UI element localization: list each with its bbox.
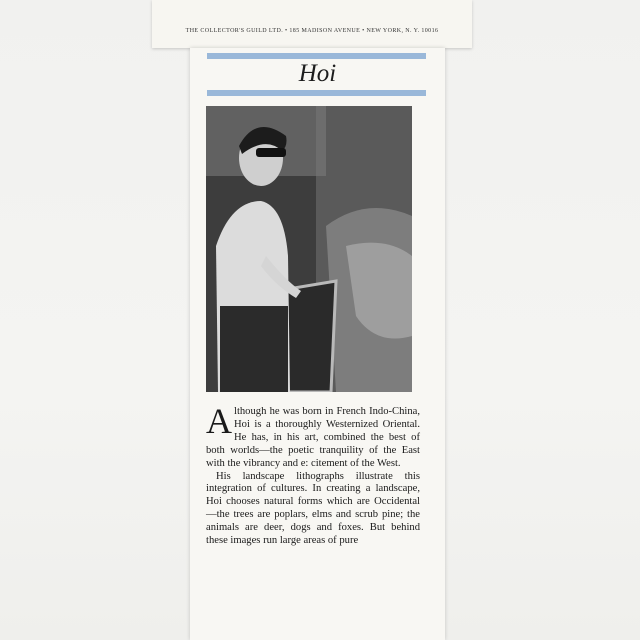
artist-photo (206, 106, 412, 392)
paragraph-2: His landscape lithographs illustrate this integration of cultures. In creating a landscape, Hoi chooses natural forms which are Occidental—the trees are poplars, elms and scrub pine; the animals are deer, dogs and foxes. But behind these images run large areas of pure (206, 470, 420, 547)
top-blue-band (207, 53, 426, 59)
biography-text (206, 401, 420, 548)
artist-pamphlet (190, 48, 445, 640)
lower-blue-band (207, 90, 426, 96)
guild-card (152, 0, 472, 48)
drop-cap: A (206, 401, 232, 441)
paragraph-1-text: lthough he was born in French Indo-China, Hoi is a thoroughly Westernized Oriental. He has, in his art, combined the best of both worlds—the poetic tranquility of the East with the vibrancy and e: citement of the West. (206, 406, 420, 469)
paragraph-1 (206, 401, 420, 471)
guild-address: THE COLLECTOR'S GUILD LTD. • 185 MADISON AVENUE • NEW YORK, N. Y. 10016 (185, 28, 439, 34)
artist-name-title: Hoi (298, 60, 337, 87)
